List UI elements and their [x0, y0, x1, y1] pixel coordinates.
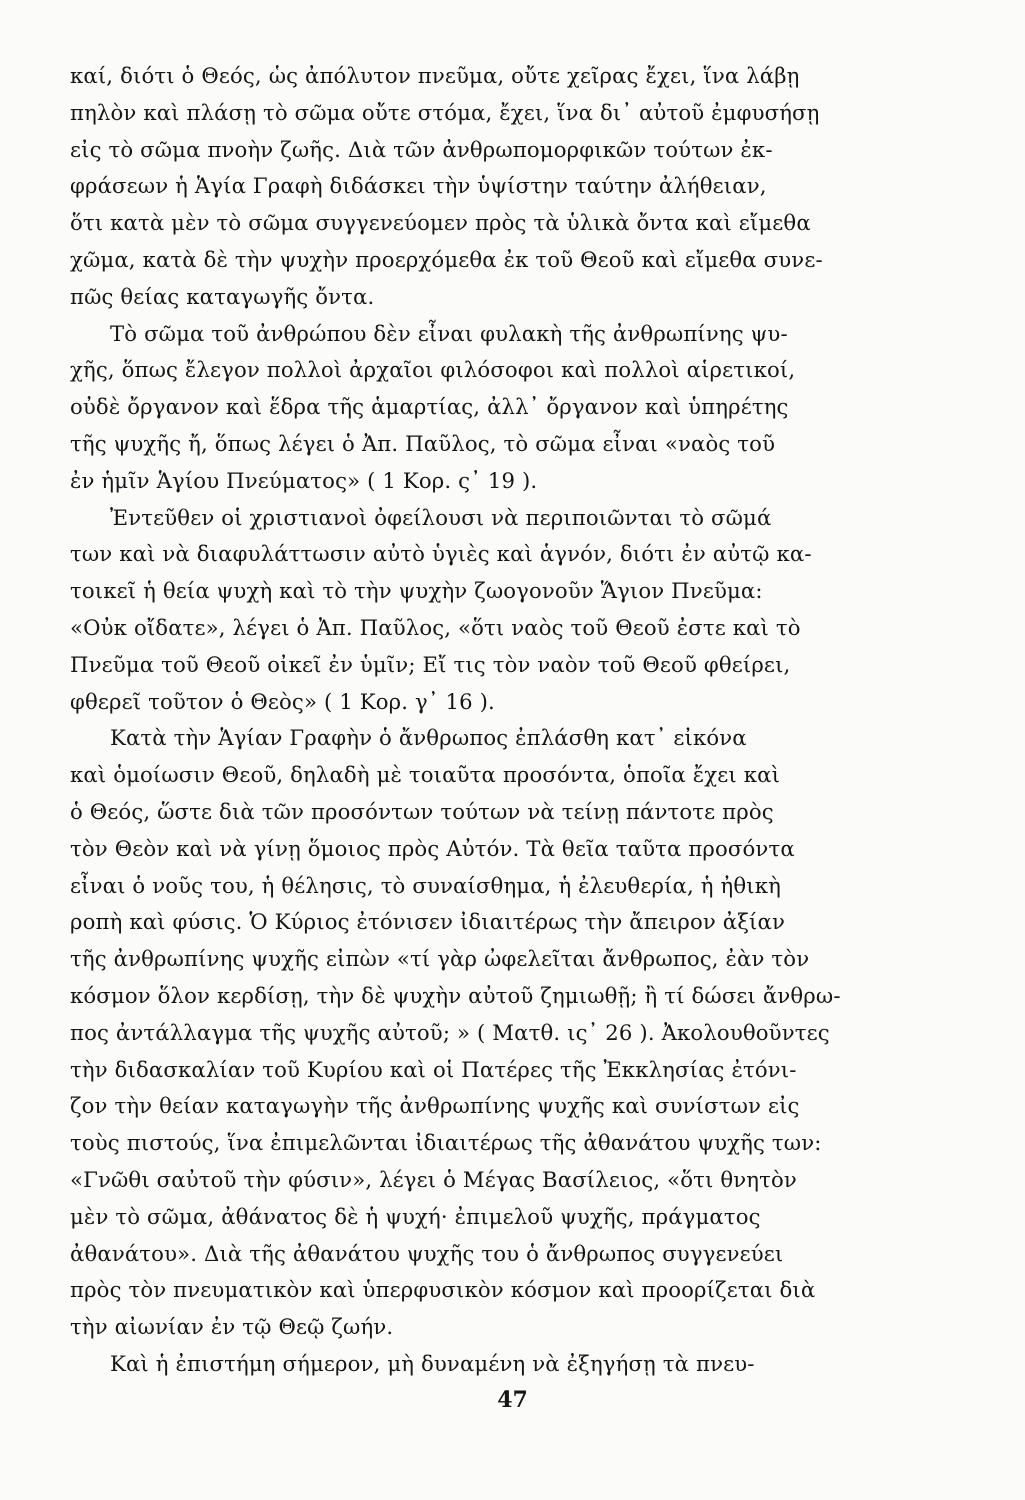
text-line: χῶμα, κατὰ δὲ τὴν ψυχὴν προερχόμεθα ἐκ τοῦ Θεοῦ καὶ εἴμεθα συνε-: [70, 246, 823, 272]
text-line: πος ἀντάλλαγμα τῆς ψυχῆς αὐτοῦ; » ( Ματθ. ις᾽ 26 ). Ἀκολουθοῦντες: [70, 1019, 830, 1045]
text-line: ἀθανάτου». Διὰ τῆς ἀθανάτου ψυχῆς του ὁ ἄνθρωπος συγγενεύει: [70, 1240, 784, 1266]
text-line: καί, διότι ὁ Θεός, ὡς ἀπόλυτον πνεῦμα, οὔτε χεῖρας ἔχει, ἵνα λάβῃ: [70, 63, 800, 88]
text-line: πρὸς τὸν πνευματικὸν καὶ ὑπερφυσικὸν κόσμον καὶ προορίζεται διὰ: [70, 1277, 816, 1303]
text-line: Τὸ σῶμα τοῦ ἀνθρώπου δὲν εἶναι φυλακὴ τῆς ἀνθρωπίνης ψυ-: [110, 320, 788, 346]
text-line: «Οὐκ οἴδατε», λέγει ὁ Ἀπ. Παῦλος, «ὅτι ναὸς τοῦ Θεοῦ ἐστε καὶ τὸ: [70, 614, 801, 640]
text-line: πῶς θείας καταγωγῆς ὄντα.: [70, 283, 375, 309]
text-line: ὅτι κατὰ μὲν τὸ σῶμα συγγενεύομεν πρὸς τὰ ὑλικὰ ὄντα καὶ εἴμεθα: [70, 210, 811, 236]
text-line: Ἐντεῦθεν οἱ χριστιανοὶ ὀφείλουσι νὰ περιποιῶνται τὸ σῶμά: [110, 504, 772, 530]
text-line: εἶναι ὁ νοῦς του, ἡ θέλησις, τὸ συναίσθημα, ἡ ἐλευθερία, ἡ ἠθικὴ: [70, 872, 781, 898]
text-line: τῆς ἀνθρωπίνης ψυχῆς εἰπὼν «τί γὰρ ὠφελεῖται ἄνθρωπος, ἐὰν τὸν: [70, 946, 810, 972]
text-line: μὲν τὸ σῶμα, ἀθάνατος δὲ ἡ ψυχή· ἐπιμελοῦ ψυχῆς, πράγματος: [70, 1203, 761, 1229]
text-line: Πνεῦμα τοῦ Θεοῦ οἰκεῖ ἐν ὑμῖν; Εἴ τις τὸν ναὸν τοῦ Θεοῦ φθείρει,: [70, 651, 791, 677]
text-line: πηλὸν καὶ πλάσῃ τὸ σῶμα οὔτε στόμα, ἔχει, ἵνα δι᾽ αὐτοῦ ἐμφυσήσῃ: [70, 99, 820, 125]
body-text: [70, 58, 938, 1383]
text-line: τὸν Θεὸν καὶ νὰ γίνῃ ὅμοιος πρὸς Αὐτόν. Τὰ θεῖα ταῦτα προσόντα: [70, 835, 795, 861]
text-line: κόσμον ὅλον κερδίσῃ, τὴν δὲ ψυχὴν αὐτοῦ ζημιωθῇ; ἢ τί δώσει ἄνθρω-: [70, 982, 841, 1008]
text-line: «Γνῶθι σαὐτοῦ τὴν φύσιν», λέγει ὁ Μέγας Βασίλειος, «ὅτι θνητὸν: [70, 1166, 797, 1192]
text-line: τὴν αἰωνίαν ἐν τῷ Θεῷ ζωήν.: [70, 1314, 394, 1340]
text-line: καὶ ὁμοίωσιν Θεοῦ, δηλαδὴ μὲ τοιαῦτα προσόντα, ὁποῖα ἔχει καὶ: [70, 762, 781, 788]
text-line: χῆς, ὅπως ἔλεγον πολλοὶ ἀρχαῖοι φιλόσοφοι καὶ πολλοὶ αἱρετικοί,: [70, 357, 796, 383]
text-line: ἐν ἡμῖν Ἁγίου Πνεύματος» ( 1 Κορ. ς᾽ 19 ).: [70, 467, 538, 493]
text-line: τοὺς πιστούς, ἵνα ἐπιμελῶνται ἰδιαιτέρως τῆς ἀθανάτου ψυχῆς των:: [70, 1130, 822, 1156]
text-line: των καὶ νὰ διαφυλάττωσιν αὐτὸ ὑγιὲς καὶ ἁγνόν, διότι ἐν αὐτῷ κα-: [70, 541, 812, 567]
page-number: 47: [497, 1387, 528, 1413]
text-line: εἰς τὸ σῶμα πνοὴν ζωῆς. Διὰ τῶν ἀνθρωπομορφικῶν τούτων ἐκ-: [70, 136, 773, 162]
text-line: τῆς ψυχῆς ἤ, ὅπως λέγει ὁ Ἀπ. Παῦλος, τὸ σῶμα εἶναι «ναὸς τοῦ: [70, 430, 776, 456]
text-line: ροπὴ καὶ φύσις. Ὁ Κύριος ἐτόνισεν ἰδιαιτέρως τὴν ἄπειρον ἀξίαν: [70, 909, 786, 935]
text-line: τοικεῖ ἡ θεία ψυχὴ καὶ τὸ τὴν ψυχὴν ζωογονοῦν Ἅγιον Πνεῦμα:: [70, 578, 763, 604]
text-line: φράσεων ἡ Ἁγία Γραφὴ διδάσκει τὴν ὑψίστην ταύτην ἀλήθειαν,: [70, 173, 767, 199]
text-line: Κατὰ τὴν Ἁγίαν Γραφὴν ὁ ἄνθρωπος ἐπλάσθη κατ᾽ εἰκόνα: [110, 725, 747, 751]
text-line: τὴν διδασκαλίαν τοῦ Κυρίου καὶ οἱ Πατέρες τῆς Ἐκκλησίας ἐτόνι-: [70, 1056, 797, 1082]
text-line: Καὶ ἡ ἐπιστήμη σήμερον, μὴ δυναμένη νὰ ἐξηγήσῃ τὰ πνευ-: [110, 1350, 755, 1376]
text-line: ὁ Θεός, ὥστε διὰ τῶν προσόντων τούτων νὰ τείνῃ πάντοτε πρὸς: [70, 798, 774, 824]
text-line: ζον τὴν θείαν καταγωγὴν τῆς ἀνθρωπίνης ψυχῆς καὶ συνίστων εἰς: [70, 1093, 800, 1119]
text-line: φθερεῖ τοῦτον ὁ Θεὸς» ( 1 Κορ. γ᾽ 16 ).: [70, 688, 495, 714]
text-line: οὐδὲ ὄργανον καὶ ἕδρα τῆς ἁμαρτίας, ἀλλ᾽ ὄργανον καὶ ὑπηρέτης: [70, 394, 789, 420]
